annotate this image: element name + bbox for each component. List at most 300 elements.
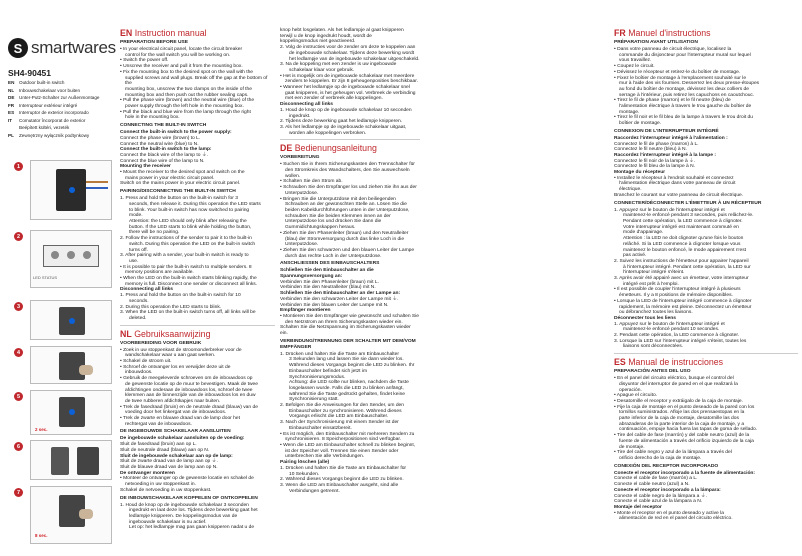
fr-es-column [614,0,798,556]
text-line: 3. Wenn die LED am Einbauschalter ausgeht, sind alle [280,482,399,488]
nl-subheading: VOORBEREIDING VOOR GEBRUIK [120,340,202,346]
nl-section-title: NL Gebruiksaanwijzing [120,328,211,339]
text-line: • Fixez le boîtier de montage à l'emplacement souhaité sur le [614,75,747,81]
language-item: ES Interruptor de exterior incorporado [8,110,89,115]
fr-mount-list [614,176,798,199]
es-mount-list [614,511,798,522]
fr-section-title: FR Manuel d'instructions [614,28,711,38]
text-line: • Montieren Sie den Empfänger wie gewünscht und schalten Sie [280,313,420,319]
language-item: DE Unter-Putz-Schalter zur Außenmontage [8,95,100,100]
en-paragraph-heading: Connect the built-in switch to the power supply: [120,130,232,136]
text-line: Conecte el cable neutro (azul) a N. [614,482,690,488]
text-line: Schrauben an der gewünschten Stelle an. Lösen Sie die [285,202,407,208]
text-line: worden alle koppelingen verbroken. [289,130,367,136]
text-line: • Wanneer het ledlampje op de ingebouwde schakelaar snel [280,85,410,91]
text-line: inbouwdoos. [125,370,153,376]
screw-icon [51,251,59,259]
nl-mount-list [120,476,275,493]
text-line: Sluit de zwarte draad van de lamp aan op ⏚. [120,459,218,465]
text-line: 2. Follow the instructions of the sender to pair it to the built-in [120,236,252,242]
text-line: mains power in your electric circuit panel. [125,175,215,181]
text-line: 2. Suivez les instructions de l'émetteur pour appairer l'appareil [614,258,749,264]
text-line: de ingebouwde schakelaar. Tijdens deze bewerking wordt [289,50,415,56]
text-line: hole in the mounting box. [125,115,180,121]
pairing-figure [30,440,112,480]
nl-de-column [280,0,420,556]
en-prep-list [120,47,275,121]
text-line: • Schrauben Sie den Empfänger los und ziehen Sie ihn aus der [280,185,417,191]
text-line: afdichtingen onderaan de inbouwdoos los, schroef de twee [125,387,253,393]
text-line: Let op: het ledlampje mag pas gaan knipperen nadat u de [129,525,255,531]
text-line: Verbinden Sie den Neutralleiter (blau) mit N. [280,285,376,291]
text-line: ein. [280,331,288,337]
nl-disconnect-list [280,108,420,137]
text-line: 2. Während dieses Vorgangs beginnt die LED zu blinken. [280,477,404,483]
text-line: • Wenn die LED am Einbauschalter schnell zu blinken beginnt, [280,443,416,448]
language-item: IT Comutator încorporat de exterior [8,117,86,123]
device-figure [30,160,112,220]
text-line: • It is possible to pair the built-in switch to multiple senders. 8 [120,264,252,270]
text-line: abrazaderas de la parte interior de la caja de montaje, y a [619,421,745,427]
es-paragraph-heading: Conecte el receptor incorporado a la fuente de alimentación: [614,470,756,476]
text-line: ingebouwde schakelaar is nu actief. [129,519,207,525]
text-line: • Fix the mounting box to the desired spot on the wall with the [120,69,254,75]
en-wiring-list [120,136,275,147]
text-line: pas activé. [623,253,647,259]
text-line: den Netzstrom an Ihrem Sicherungskasten wieder ein. [285,319,403,325]
de-paragraph-heading: Empfänger montieren [280,308,331,314]
text-line: alimentación de red en el panel del circuito eléctrico. [619,516,733,522]
text-line: memory is full. Disconnect one sender or disconnect all links. [125,281,258,287]
pairing-figure [30,390,112,435]
text-line: wollen. [285,173,301,179]
en-disconnect-list [120,293,275,322]
step-marker-4: 4 [14,348,23,357]
text-line: use. [129,258,139,264]
de-subheading: VORBEREITUNG [280,155,320,161]
text-line: Synchronisierungsmodus. [289,374,346,380]
pairing-figure [30,486,112,544]
text-line: schrauben Sie die beiden Klemmen innen an der [285,213,391,219]
text-line: rechtergat van de inbouwdoos. [125,421,192,427]
de-prep-list [280,162,420,259]
en-pairing-list [120,196,275,287]
text-line: • Es ist möglich, den Einbauschalter mit mehreren Sendern zu [280,431,415,437]
de-pairing-list [280,352,420,460]
text-line: ou débranchez toutes les liaisons. [619,310,693,316]
fr-subheading: CONNEXION DE L'INTERRUPTEUR INTÉGRÉ [614,128,719,134]
text-line: maintenez le bouton enfoncé, le mode appairement n'est [623,247,747,253]
led-indicator-icon [69,409,75,415]
text-line: • Tirez le fil noir et le fil bleu de la lampe à travers le trou droit du [614,115,753,121]
wire-icon [86,181,108,183]
en-paragraph-heading: Disconnecting all links [120,287,173,293]
de-subheading: VERBINDUNG/TRENNUNG DER SCHALTER MIT DEM/VOM EMPFÄNGER [280,338,416,350]
text-line: relâché. Si la LED commence à clignoter lorsque vous [623,241,741,247]
text-line: Schakel de netvoeding in uw stoppenkast. [120,487,212,493]
text-line: Unterputzdose los und drücken Sie dann die [285,219,382,225]
text-line: • Schroef de ontvanger los en verwijder deze uit de [120,364,231,370]
es-section-title: ES Manual de instrucciones [614,357,724,368]
text-line: power supply through the left hole in the mounting box. [125,104,244,110]
en-paragraph-heading: Mounting the receiver [120,164,171,170]
text-line: voeding door het linkergat van de inbouwdoos. [125,410,227,416]
text-line: Unterputzdose. [285,190,319,196]
de-lamp-list [280,297,420,308]
text-line: tornillos suministrados. Afloje las dos prensaestopas en la [619,410,745,416]
text-line: 1. Houd de knop op de ingebouwde schakelaar 10 seconden [280,107,412,113]
wire-icon [86,187,108,189]
en-subheading: PAIRING/DISCONNECTING THE BUILT-IN SWITCH [120,189,236,195]
text-line: Gummidichtungskappen heraus. [285,225,356,231]
text-line: seconds. [129,298,149,304]
remote-icon [51,447,69,475]
text-line: continuación, empuje hacia fuera las tapas de goma de sellado. [619,427,758,433]
de-paragraph-heading: Schließen Sie den Einbauschalter an die Spannungsversorgung an: [280,268,374,280]
step-marker-1: 1 [14,162,23,171]
text-line: • Bringen Sie die Unterputzdose mit den beiliegenden [280,196,396,202]
text-line: • Unscrew the receiver and pull it from the mounting box. [120,64,243,70]
text-line: met een zender of verbreek alle koppelingen. [285,96,383,102]
text-line: boîtier de montage. [619,121,662,127]
text-line: ingedrukt en laat deze los. Tijdens deze bewerking gaat het [129,508,258,514]
nl-paragraph-heading: Disconnecting all links [280,102,333,108]
pairing-figure [30,300,112,340]
text-line: Pendant cette opération, la LED commence à clignoter. [623,218,743,224]
text-line: Switch on the mains power in your electric circuit panel. [120,181,241,187]
led-indicator-icon [69,318,75,324]
text-line: 1. Press and hold the button on the built-in switch for 3 [120,196,238,202]
text-line: vous travaillez. [619,58,652,64]
text-line: • Zoek in uw stoppenkast de stroomonderbreker voor de [120,347,242,353]
text-line: liaisons sont déconnectées. [623,344,684,350]
text-line: • Trek de zwarte en blauwe draad van de lamp door het [120,416,240,422]
text-line: Attention: the LED should only blink after releasing the [129,218,247,224]
text-line: 2. Tijdens deze bewerking gaat het ledlampje knipperen. [280,119,403,125]
en-subheading: PREPARATION BEFORE USE [120,40,189,45]
text-line: • Pull the black and blue wire from the lamp through the right [120,109,251,115]
text-line: 1. Drücken und halten Sie die Taste am Einbauschalter für [280,465,407,471]
language-list [8,79,120,139]
text-line: • Ziehen Sie den Phasenleiter (braun) und den Neutralleiter [280,230,409,236]
text-line: • Monteer de ontvanger op de gewenste locatie en schakel de [120,476,254,482]
text-line: • En el panel del circuito eléctrico, busque el control del [614,376,734,382]
nl-paragraph-heading: De ingebouwde schakelaar aansluiten op de voeding: [120,436,245,442]
text-line: koppelingsmodus niet geactiveerd. [280,39,356,45]
text-line: • Desatornille el receptor y extráigalo de la caja de montaje. [614,398,743,404]
text-line: • Ziehen Sie den schwarzen und den blauen Leiter der Lampe [280,247,415,253]
step-marker-7: 7 [14,488,23,497]
intro-column [0,0,120,556]
switch-icon [77,447,99,475]
text-line: intégré est prêt à l'emploi. [623,281,679,287]
text-line: control for the wall switch you will be working on. [125,52,231,58]
text-line: • Suchen Sie in Ihrem Sicherungskasten den Trennschalter für [280,162,415,168]
text-line: au fond du boîtier de montage, dévissez les deux colliers de [619,86,749,92]
text-line: 3. Als het ledlampje op de ingebouwde schakelaar uitgaat, [280,124,407,130]
text-line: • Tire del cable negro y azul de la lámpara a través del [614,450,732,456]
text-line: Unterputzdose. [285,242,319,248]
text-line: mounting box, unscrew the two clamps on the inside of the [125,86,252,92]
text-line: Sluit de blauwe draad van de lamp aan op N. [120,465,218,470]
language-item: PL Zewnętrzny wyłącznik podtynkowy [8,132,90,138]
text-line: Connectez le fil de phase (marron) à L. [614,141,699,147]
fr-paragraph-heading: Montage du récepteur [614,170,666,176]
text-line: • Trek de fasedraad (bruin) en de neutrale draad (blauw) van de [120,404,258,410]
text-line: 3. Nach der Synchronisierung mit einem Sender ist der [280,420,399,426]
de-wiring-list [280,280,420,291]
text-line: ist der Speicher voll. Trennen Sie einen Sender oder [285,448,399,454]
model-number: SH4-90451 [8,68,52,78]
text-line: • Dévissez le récepteur et retirez-le du boîtier de montage. [614,69,741,75]
en-section-title: EN Instruction manual [120,28,207,38]
text-line: • Dans votre panneau de circuit électrique, localisez la [614,47,732,52]
text-line: mur à l'aide des vis fournies. Desserrez les deux presse-étoupes [619,81,760,87]
text-line: Connect the black wire of the lamp to ⏚. [120,152,209,158]
de-paragraph-heading: Schließen Sie den Einbauschalter an der Lampe an: [280,291,401,297]
text-line: 2. Befolgen Sie die Anweisungen für den Sender, um den [280,403,404,409]
de-paragraph-heading: Pairing löschen (alle) [280,460,330,466]
nl-paragraph-heading: Sluit de ingebouwde schakelaar aan op de lamp: [120,453,233,459]
es-paragraph-heading: Montaje del receptor [614,504,662,510]
text-line: Connect the phase wire (brown) to L. [120,135,201,141]
text-line: zenders te koppelen. Er zijn 8 geheugenposities beschikbaar. [285,79,418,85]
text-line: Conecte el cable azul de la lámpara a N. [614,499,703,505]
es-wiring-list [614,476,798,487]
language-item: Beépített kültéri, vezeték [19,125,70,130]
pairing-figure [30,346,112,384]
text-line: operación. [619,387,642,393]
text-line: Einbauschalter einsatzbereit. [289,425,352,431]
text-line: Während dieses Vorgangs beginnt die LED zu blinken. Ihr [289,363,415,369]
es-prep-list [614,376,798,462]
text-line: Sluit de neutrale draad (blauw) aan op N. [120,447,210,453]
text-line: mounting box and then push out the rubber sealing caps. [125,92,249,98]
text-line: à l'interrupteur intégré. Pendant cette opération, la LED sur [623,264,751,270]
text-line: de montaje. [619,444,645,450]
step-marker-6: 6 [14,442,23,451]
text-line: Einbauschalter zu synchronisieren. Während dieses [289,408,402,414]
text-line: Verbinden Sie den schwarzen Leiter der Lampe mit ⏚. [280,296,399,302]
text-line: • Monte el receptor en el punto deseado y active la [614,510,724,516]
text-line: Branchez le courant sur votre panneau de circuit électrique. [614,192,744,198]
text-line: 3. Na de koppeling met een zender is uw ingebouwde [280,62,397,68]
text-line: • Mount the receiver to the desired spot and switch on the [120,170,245,176]
text-line: den Stromkreis des Wandschalters, den Sie auswechseln [285,168,410,174]
de-mount-list [280,314,420,337]
fr-pairing-list [614,208,798,316]
text-line: fuente de alimentación a través del orificio izquierdo de la caja [619,438,754,444]
screw-icon [83,251,91,259]
fr-lamp-list [614,159,798,170]
text-line: Sluit de fasedraad (bruin) aan op L. [120,442,197,448]
text-line: serrage à l'intérieur, puis retirez les capuchons en caoutchouc. [619,92,755,98]
en-lamp-list [120,153,275,164]
text-line: Connectez le fil bleu de la lampe à N. [614,164,696,170]
text-line: Einbauschalter befindet sich jetzt im [289,368,368,374]
fr-paragraph-heading: Raccordez l'interrupteur intégré à l'alimentation : [614,135,728,141]
divider [280,139,420,140]
text-line: seconds, then release it. During this operation the LED starts [129,201,261,207]
text-line: • In your electrical circuit panel, locate the circuit breaker [120,47,243,52]
text-line: switch. During this operation the LED on the built-in switch [129,241,256,247]
nl-lamp-list [120,459,275,470]
text-line: orificio derecho de la caja de montaje. [619,456,702,461]
nl-prep-list [120,348,275,428]
text-line: l'interrupteur intégré s'éteint. [623,270,685,276]
text-line: beiden Kabeldurchführungen unten in der Unterputzdose, [285,207,410,213]
brand-logo-text: smartwares [31,38,116,57]
text-line: rapidement, la mémoire est pleine. Déconnectez un émetteur [619,304,752,310]
text-line: unterbrechen Sie alle Verbindungen. [285,454,365,460]
text-line: maintenez-le enfoncé pendant 10 secondes. [623,327,720,333]
text-line: während Sie die Taste gedrückt gehalten, findet keine [289,391,406,397]
text-line: 3. Après avoir été appairé avec un émetteur, votre interrupteur [614,276,749,282]
text-line: losgelassen wurde. Falls die LED zu blinken anfängt, [289,385,404,391]
text-line: Conecte el cable negro de la lámpara a ⏚. [614,493,707,499]
text-line: • Coupez le circuit. [614,64,655,70]
en-paragraph-heading: Connect the built-in switch to the lamp: [120,147,212,153]
text-line: 3. When the LED on the built-in switch turns off, all links will be [120,310,256,316]
fr-subheading: PRÉPARATION AVANT UTILISATION [614,40,698,45]
duration-label: 2 sec. [35,427,48,432]
fr-paragraph-heading: Raccordez l'interrupteur intégré à la lampe : [614,152,716,158]
text-line: turns off. [129,247,148,253]
duration-label: 8 sec. [35,533,48,538]
text-line: supplied screws and wall plugs. Break off the gap at the bottom of the [125,75,268,87]
text-line: Verbindungen getrennt. [289,488,340,494]
de-disconnect-list [280,466,420,495]
text-line: Verbinden Sie den blauen Leiter der Lampe mit N. [280,302,389,308]
text-line: • Installez le récepteur à l'endroit souhaité et connectez [614,175,734,181]
text-line: l'alimentation électrique dans votre panneau de circuit [619,181,736,187]
nl-wiring-list [120,442,275,453]
hand-icon [79,509,93,519]
text-line: het ledlampje van de ingebouwde schakelaar uitgeschakeld. [289,56,420,62]
text-line: wandschakelaar waar u aan gaat werken. [125,353,216,359]
language-item: NL Inbouwschakelaar voor buiten [8,87,81,93]
text-line: électrique. [619,187,642,193]
text-line: • Schakel de stroom uit. [120,359,172,365]
nl-pairing-list [120,503,275,532]
fr-subheading: CONNECTER/DÉCONNECTER L'ÉMETTEUR À UN RÉCEPTEUR [614,200,762,206]
text-line: • Fije la caja de montaje en el punto deseado de la pared con los [614,404,755,410]
text-line: 1. Press and hold the button on the built-in switch for 10 [120,293,241,299]
text-line: Votre interrupteur intégré est maintenant commuté en [623,224,739,230]
text-line: 10 Sekunden. [289,471,320,477]
text-line: commande du disjoncteur pour l'interrupteur mural sur lequel [619,52,751,58]
led-status-label: LED STATUS [33,275,58,280]
fr-prep-list [614,47,798,127]
fr-paragraph-heading: Déconnecter tous les liens [614,315,676,321]
text-line: l'alimentation électrique à travers le trou gauche du boîtier de [619,104,752,110]
text-line: Verbinden Sie den Phasenleiter (braun) mit L. [280,279,379,285]
text-line: • Het is mogelijk om de ingebouwde schakelaar met meerdere [280,73,415,79]
text-line: • Il est possible de coupler l'interrupteur intégré à plusieurs [614,287,741,293]
step-marker-2: 2 [14,232,23,241]
nl-paragraph-heading: De ontvanger monteren [120,470,175,476]
text-line: knop hebt losgelaten. Als het ledlampje al gaat knipperen [280,28,404,33]
en-mount-list [120,170,275,187]
de-section-title: DE Bedienungsanleitung [280,143,377,154]
text-line: (blau) der Stromversorgung durch das linke Loch in die [285,236,405,242]
text-line: memory positions are available. [125,270,194,276]
language-item: FR Interrupteur extérieur intégré [8,102,78,108]
text-line: mode d'appairage. [623,230,664,236]
text-line: disyuntor del interruptor de pared en el que realizará la [619,381,738,387]
text-line: montage. [619,109,640,115]
es-subheading: PREPARACIÓN ANTES DEL USO [614,369,691,375]
nl-subheading: DE INGEBOUWDE SCHAKELAAR AANSLUITEN [120,429,231,435]
text-line: to blink. Your built-in switch has now switched to pairing [129,207,250,213]
de-subheading: ANSCHLIESSEN DES EINBAUSCHALTERS [280,261,380,267]
text-line: klemmen aan de binnenzijde van de inbouwdoos los en duw [125,393,256,399]
text-line: • Tire del cable de fase (marrón) y del cable neutro (azul) de la [614,433,750,439]
text-line: 3. After pairing with a sender, your built-in switch is ready to [120,253,249,259]
text-line: durch das rechte Loch in der Unterputzdose. [285,253,382,259]
text-line: synchronisieren. 8 Speicherpositionen sind verfügbar. [285,437,402,443]
screw-icon [67,251,75,259]
text-line: • Lorsque la LED de l'interrupteur intégré commence à clignoter [614,298,752,304]
text-line: Connectez le fil neutre (bleu) à N. [614,147,687,153]
text-line: 1. Houd de knop op de ingebouwde schakelaar 3 seconden [120,502,249,508]
text-line: ingedrukt. [289,113,311,119]
text-line: • When the LED on the built-in switch starts blinking rapidly, the [120,276,257,282]
text-line: maintenez-le enfoncé pendant 3 secondes, puis relâchez-le. [623,213,754,219]
divider [614,353,798,354]
text-line: 2. Volg de instructies voor de zender om deze te koppelen aan [280,45,416,51]
es-paragraph-heading: Conecte el receptor incorporado a la lámpara: [614,487,721,493]
fr-wiring-list [614,142,798,153]
en-nl-column [120,0,275,556]
step-marker-3: 3 [14,302,23,311]
text-line: mode. [129,213,143,219]
en-subheading: CONNECTING THE BUILT-IN SWITCH [120,123,207,129]
brand-logo-mark: S [8,38,28,58]
text-line: • Pull the phase wire (brown) and the neutral wire (blue) of the [120,98,255,104]
text-line: Synchronisierung statt. [289,397,339,403]
text-line: parte inferior de la caja de montaje, desatornille las dos [619,416,739,422]
text-line: 3. Lorsque la LED sur l'interrupteur intégré s'éteint, toutes les [614,338,747,344]
text-line: there will be no pairing. [129,230,180,236]
text-line: Conecte el cable de fase (marrón) a L. [614,476,698,482]
text-line: 1. Appuyez sur le bouton de l'interrupteur intégré et [614,321,725,327]
text-line: terwijl u de knop ingedrukt houdt, wordt de [280,33,372,39]
text-line: Vorgangs erlischt die LED am Einbauschalter. [289,414,389,420]
text-line: Connect the blue wire of the lamp to N. [120,158,205,164]
text-line: émetteurs. Il y a 8 positions de mémoire disponibles. [619,293,733,299]
text-line: Achtung: die LED sollte nur blinken, nachdem die Taste [289,380,409,386]
es-subheading: CONEXIÓN DEL RECEPTOR INCORPORADO [614,463,719,469]
text-line: • Tirez le fil de phase (marron) et le fil neutre (bleu) de [614,98,731,104]
es-lamp-list [614,494,798,505]
nl-pairing-list-continued [280,28,420,102]
fr-disconnect-list [614,322,798,351]
text-line: 3 Sekunden lang und lassen Sie sie dann wieder los. [289,357,404,363]
text-line: 2. During this operation the LED starts to blink. [120,304,222,310]
text-line: 2. Pendant cette opération, la LED commence à clignoter. [614,333,740,339]
text-line: Attention : la LED ne doit clignoter qu'une fois le bouton [623,236,744,242]
text-line: • Apague el circuito. [614,393,658,399]
text-line: 1. Appuyez sur le bouton de l'interrupteur intégré et [614,207,725,213]
text-line: deleted. [129,315,147,321]
text-line: ledlampje knipperen. De koppelingsmodus van de [129,513,238,519]
text-line: • Switch the power off. [120,58,169,64]
text-line: 1. Drücken und halten Sie die Taste am Einbauschalter [280,351,399,357]
text-line: gaat knipperen, is het geheugen vol. Verbreek de verbinding [285,90,416,96]
text-line: Connect the neutral wire (blue) to N. [120,141,199,147]
text-line: button. If the LED starts to blink while holding the button, [129,224,252,230]
